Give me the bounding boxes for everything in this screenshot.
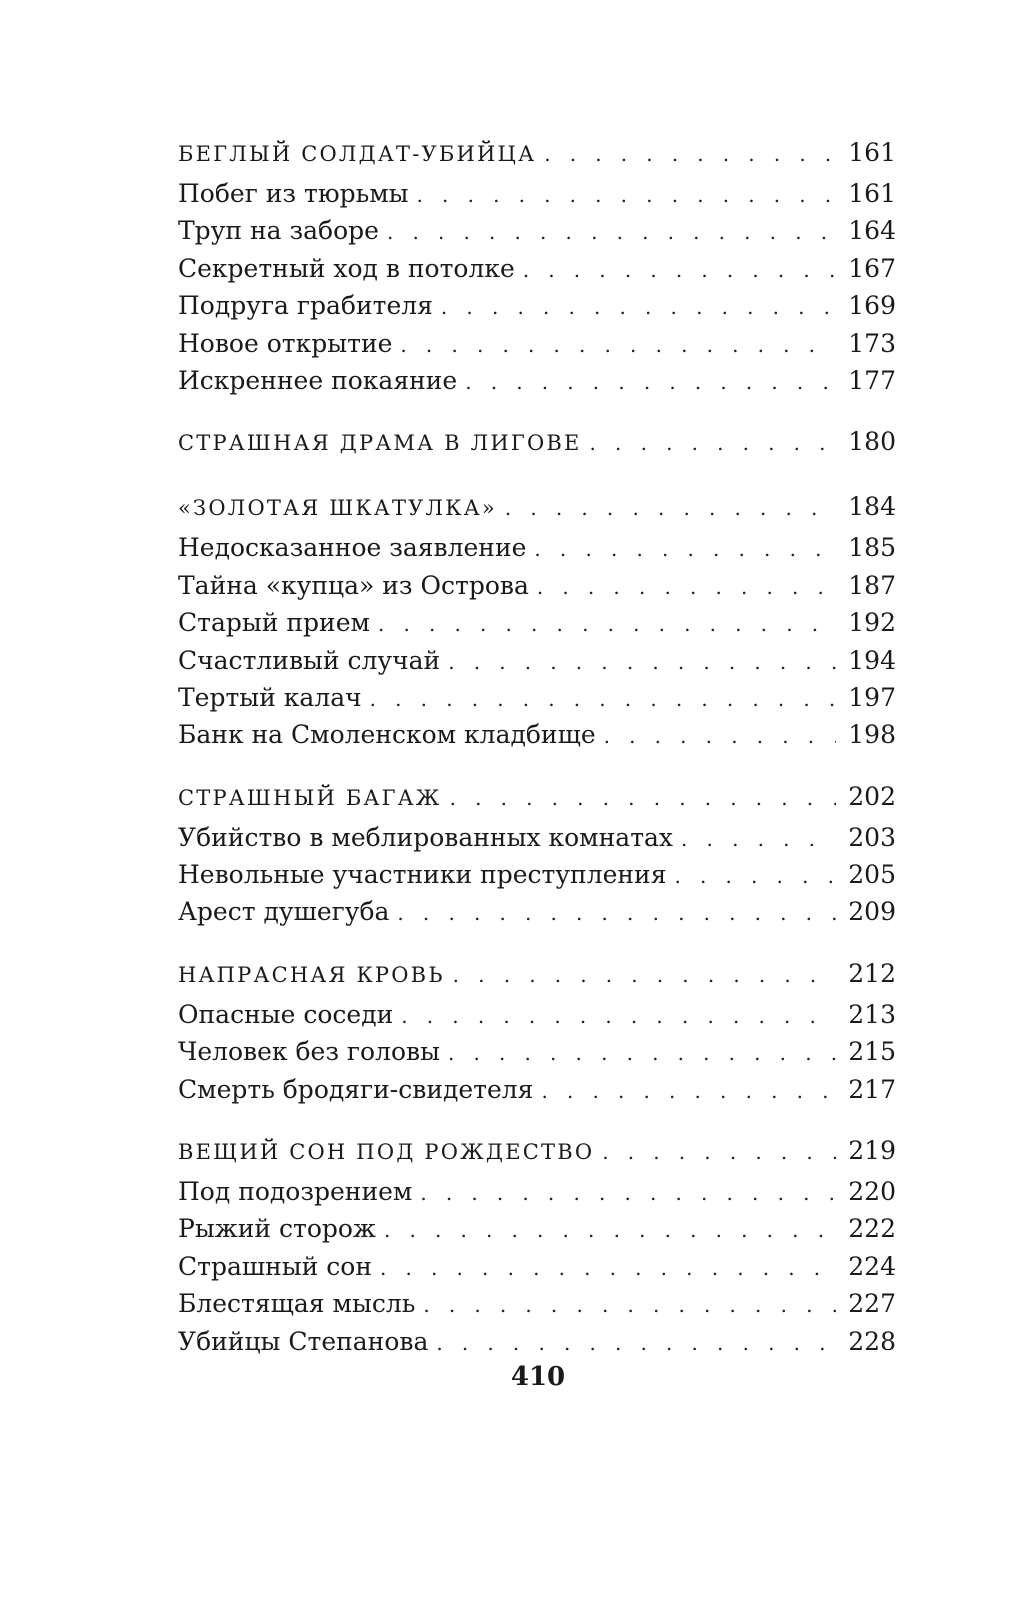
dot-leader: [380, 1256, 836, 1280]
dot-leader: [397, 901, 836, 925]
toc-part-title: БЕГЛЫЙ СОЛДАТ-УБИЙЦА: [178, 142, 537, 166]
toc-part-title: ВЕЩИЙ СОН ПОД РОЖДЕСТВО: [178, 1140, 595, 1165]
toc-entry-title: Невольные участники преступления: [178, 860, 667, 890]
toc-entry-title: Побег из тюрьмы: [178, 179, 409, 208]
toc-entry-title: Человек без головы: [178, 1037, 440, 1067]
dot-leader: [541, 1079, 836, 1103]
toc-page-number: 212: [848, 958, 896, 988]
toc-page-number: 197: [848, 682, 896, 712]
toc-page-number: 161: [848, 179, 896, 208]
toc-page-number: 219: [848, 1136, 896, 1166]
toc-page-number: 227: [848, 1289, 896, 1319]
toc-entry-title: Банк на Смоленском кладбище: [178, 720, 596, 750]
toc-section: [178, 492, 896, 757]
dot-leader: [384, 1218, 836, 1242]
toc-entry-title: Счастливый случай: [178, 645, 441, 675]
toc-entry-title: Блестящая мысль: [178, 1289, 416, 1319]
dot-leader: [436, 1331, 836, 1355]
toc-entry-title: Опасные соседи: [178, 999, 394, 1029]
toc-entry-title: Старый прием: [178, 608, 370, 638]
toc-part-title: «ЗОЛОТАЯ ШКАТУЛКА»: [178, 496, 497, 521]
toc-page-number: 161: [848, 138, 896, 167]
dot-leader: [537, 575, 836, 599]
toc-part-entry: [178, 1136, 896, 1177]
toc-part-entry: [178, 782, 896, 823]
toc-entry-title: Арест душегуба: [178, 897, 390, 927]
toc-entry: [178, 291, 896, 328]
toc-page-number: 215: [848, 1037, 896, 1067]
toc-entry-title: Убийцы Степанова: [178, 1326, 429, 1356]
toc-entry: [178, 1075, 896, 1112]
toc-entry: [178, 1037, 896, 1074]
toc-entry-title: Тайна «купца» из Острова: [178, 570, 529, 600]
toc-entry: [178, 646, 896, 683]
toc-entry: [178, 1252, 896, 1289]
toc-page-number: 228: [848, 1326, 896, 1356]
toc-page-number: 164: [848, 216, 896, 246]
toc-entry: [178, 1177, 896, 1214]
toc-page-number: 203: [848, 822, 896, 852]
dot-leader: [423, 1293, 836, 1317]
dot-leader: [417, 183, 837, 207]
toc-entry: [178, 823, 896, 860]
toc-section: [178, 1136, 896, 1364]
toc-entry: [178, 533, 896, 570]
toc-entry: [178, 329, 896, 366]
toc-entry: [178, 1289, 896, 1326]
toc-page-number: 224: [848, 1251, 896, 1281]
toc-entry: [178, 1214, 896, 1251]
toc-entry: [178, 366, 896, 403]
toc-entry-title: Подруга грабителя: [178, 291, 433, 321]
toc-page-number: 169: [848, 291, 896, 321]
toc-page-number: 184: [848, 492, 896, 522]
toc-entry-title: Под подозрением: [178, 1177, 413, 1207]
toc-part-entry: [178, 138, 896, 179]
toc-entry-title: Недосказанное заявление: [178, 533, 527, 563]
toc-section: [178, 782, 896, 935]
toc-page-number: 180: [848, 427, 896, 457]
dot-leader: [387, 220, 836, 244]
toc-part-entry: [178, 427, 896, 468]
toc-entry: [178, 179, 896, 216]
toc-section: [178, 427, 896, 468]
toc-entry-title: Тертый калач: [178, 682, 362, 712]
dot-leader: [534, 537, 836, 561]
toc-page-number: 220: [848, 1177, 896, 1207]
toc-entry: [178, 254, 896, 291]
table-of-contents: [178, 138, 896, 1388]
dot-leader: [441, 295, 836, 319]
toc-entry-title: Новое открытие: [178, 328, 393, 358]
toc-entry: [178, 1000, 896, 1037]
toc-section: [178, 138, 896, 403]
toc-entry: [178, 216, 896, 253]
toc-page-number: 194: [848, 645, 896, 675]
dot-leader: [465, 370, 836, 394]
toc-page-number: 217: [848, 1074, 896, 1104]
toc-entry-title: Рыжий сторож: [178, 1214, 376, 1244]
toc-page-number: 167: [848, 253, 896, 283]
toc-page-number: 192: [848, 608, 896, 638]
dot-leader: [604, 724, 837, 748]
dot-leader: [453, 963, 837, 987]
toc-part-title: СТРАШНЫЙ БАГАЖ: [178, 785, 442, 810]
dot-leader: [420, 1181, 836, 1205]
toc-page-number: 222: [848, 1214, 896, 1244]
toc-page-number: 202: [848, 781, 896, 811]
toc-entry: [178, 860, 896, 897]
toc-page-number: 205: [848, 860, 896, 890]
dot-leader: [675, 864, 837, 888]
toc-page-number: 198: [848, 720, 896, 750]
dot-leader: [681, 827, 836, 851]
toc-page-number: 177: [848, 365, 896, 395]
dot-leader: [450, 786, 837, 810]
toc-entry: [178, 720, 896, 757]
dot-leader: [544, 142, 836, 166]
toc-entry: [178, 897, 896, 934]
dot-leader: [401, 1004, 836, 1028]
toc-entry-title: Смерть бродяги-свидетеля: [178, 1074, 534, 1104]
toc-part-entry: [178, 492, 896, 533]
toc-part-title: СТРАШНАЯ ДРАМА В ЛИГОВЕ: [178, 431, 582, 456]
toc-page-number: 213: [848, 999, 896, 1029]
dot-leader: [448, 650, 836, 674]
dot-leader: [602, 1140, 836, 1164]
dot-leader: [505, 496, 836, 520]
toc-page-number: 209: [848, 897, 896, 927]
dot-leader: [590, 431, 837, 455]
toc-entry: [178, 608, 896, 645]
toc-entry-title: Искреннее покаяние: [178, 365, 458, 395]
toc-entry-title: Труп на заборе: [178, 216, 379, 246]
toc-page-number: 173: [848, 328, 896, 358]
dot-leader: [370, 687, 837, 711]
toc-page-number: 187: [848, 570, 896, 600]
toc-entry: [178, 683, 896, 720]
toc-entry-title: Страшный сон: [178, 1251, 372, 1281]
toc-entry: [178, 1327, 896, 1364]
dot-leader: [400, 333, 836, 357]
dot-leader: [523, 258, 837, 282]
dot-leader: [378, 612, 836, 636]
toc-entry-title: Секретный ход в потолке: [178, 253, 515, 283]
toc-entry-title: Убийство в меблированных комнатах: [178, 822, 674, 852]
toc-part-title: НАПРАСНАЯ КРОВЬ: [178, 962, 445, 987]
page-number: 410: [510, 1362, 566, 1392]
toc-section: [178, 959, 896, 1112]
toc-page-number: 185: [848, 533, 896, 563]
toc-part-entry: [178, 959, 896, 1000]
dot-leader: [448, 1041, 836, 1065]
toc-entry: [178, 571, 896, 608]
